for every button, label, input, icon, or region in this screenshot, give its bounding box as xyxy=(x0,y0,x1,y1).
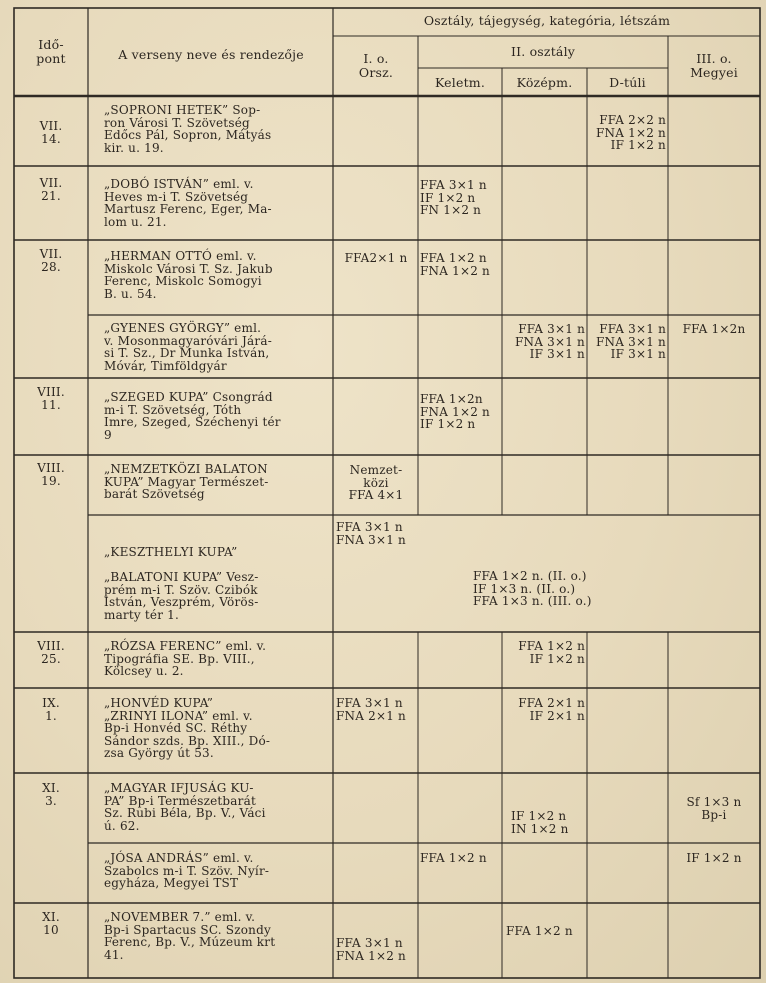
header-dtuli: D-túli xyxy=(609,75,646,90)
row-kozepm: FFA 1×2 n IF 1×2 n xyxy=(518,639,585,666)
row-date: VIII. 11. xyxy=(37,385,65,412)
row-name: „DOBÓ ISTVÁN” eml. v. Heves m-i T. Szövetség Martusz Ferenc, Eger, Ma- lom u. 21. xyxy=(104,177,272,229)
row-name: „KESZTHELYI KUPA” xyxy=(104,545,238,559)
row-name: „NEMZETKÖZI BALATON KUPA” Magyar Természet- barát Szövetség xyxy=(104,462,269,501)
row-dtuli: FFA 3×1 n FNA 3×1 n IF 3×1 n xyxy=(596,322,666,361)
row-dtuli: FFA 2×2 n FNA 1×2 n IF 1×2 n xyxy=(596,113,666,152)
row-orsz: Nemzet- közi FFA 4×1 xyxy=(348,463,404,502)
row-name: „HERMAN OTTÓ eml. v. Miskolc Városi T. Sz. Jakub Ferenc, Miskolc Somogyi B. u. 54. xyxy=(104,249,273,301)
row-date: VIII. 19. xyxy=(37,461,65,488)
row-orsz: FFA 3×1 n FNA 1×2 n xyxy=(336,936,406,963)
row-megyei: IF 1×2 n xyxy=(686,851,742,865)
row-name: „SOPRONI HETEK” Sop- ron Városi T. Szövetség Edőcs Pál, Sopron, Mátyás kir. u. 19. xyxy=(104,103,272,155)
header-class3: III. o. Megyei xyxy=(690,51,738,80)
row-name: „HONVÉD KUPA” „ZRINYI ILONA” eml. v. Bp-i Honvéd SC. Réthy Sándor szds. Bp. XIII., Dó- zsa György út 53. xyxy=(104,696,271,760)
header-name: A verseny neve és rendezője xyxy=(118,47,304,62)
header-class1: I. o. Orsz. xyxy=(358,51,394,80)
row-kozepm: IF 1×2 n IN 1×2 n xyxy=(511,809,569,836)
row-name: „NOVEMBER 7.” eml. v. Bp-i Spartacus SC. Szondy Ferenc, Bp. V., Múzeum krt 41. xyxy=(104,910,276,962)
row-date: XI. 10 xyxy=(42,910,60,937)
row-name: „GYENES GYÖRGY” eml. v. Mosonmagyaróvári Járá- si T. Sz., Dr Munka István, Móvár, Timföldgyár xyxy=(104,321,272,373)
row-span-values: FFA 1×2 n. (II. o.) IF 1×3 n. (II. o.) FFA 1×3 n. (III. o.) xyxy=(473,569,592,608)
row-kozepm: FFA 2×1 n IF 2×1 n xyxy=(518,696,585,723)
header-group: Osztály, tájegység, kategória, létszám xyxy=(423,13,671,28)
row-date: VII. 28. xyxy=(39,247,63,274)
header-class2: II. osztály xyxy=(510,44,576,59)
row-keletm: FFA 1×2n FNA 1×2 n IF 1×2 n xyxy=(420,392,490,431)
row-orsz: FFA2×1 n xyxy=(344,251,408,265)
row-keletm: FFA 1×2 n FNA 1×2 n xyxy=(420,251,490,278)
row-name: „BALATONI KUPA” Vesz- prém m-i T. Szöv. Czibók István, Veszprém, Vörös- marty tér 1. xyxy=(104,570,259,622)
row-orsz: FFA 3×1 n FNA 3×1 n xyxy=(336,520,406,547)
row-kozepm: FFA 3×1 n FNA 3×1 n IF 3×1 n xyxy=(515,322,585,361)
row-date: XI. 3. xyxy=(42,781,60,808)
row-name: „MAGYAR IFJUSÁG KU- PA” Bp-i Természetbarát Sz. Rubi Béla, Bp. V., Váci ú. 62. xyxy=(104,781,266,833)
row-megyei: Sf 1×3 n Bp-i xyxy=(686,795,742,822)
row-name: „JÓSA ANDRÁS” eml. v. Szabolcs m-i T. Szöv. Nyír- egyháza, Megyei TST xyxy=(104,851,270,890)
row-orsz: FFA 3×1 n FNA 2×1 n xyxy=(336,696,406,723)
header-keletm: Keletm. xyxy=(434,75,486,90)
row-name: „RÓZSA FERENC” eml. v. Tipográfia SE. Bp. VIII., Kölcsey u. 2. xyxy=(104,639,267,678)
row-date: VII. 14. xyxy=(39,119,63,146)
row-date: VIII. 25. xyxy=(37,639,65,666)
header-date: Idő- pont xyxy=(36,37,66,66)
row-date: IX. 1. xyxy=(42,696,60,723)
row-date: VII. 21. xyxy=(39,176,63,203)
row-keletm: FFA 1×2 n xyxy=(420,851,487,865)
header-kozepm: Középm. xyxy=(516,75,573,90)
row-megyei: FFA 1×2n xyxy=(682,322,746,336)
row-keletm: FFA 3×1 n IF 1×2 n FN 1×2 n xyxy=(420,178,487,217)
row-name: „SZEGED KUPA” Csongrád m-i T. Szövetség, Tóth Imre, Szeged, Széchenyi tér 9 xyxy=(104,390,281,442)
row-kozepm: FFA 1×2 n xyxy=(506,924,573,938)
